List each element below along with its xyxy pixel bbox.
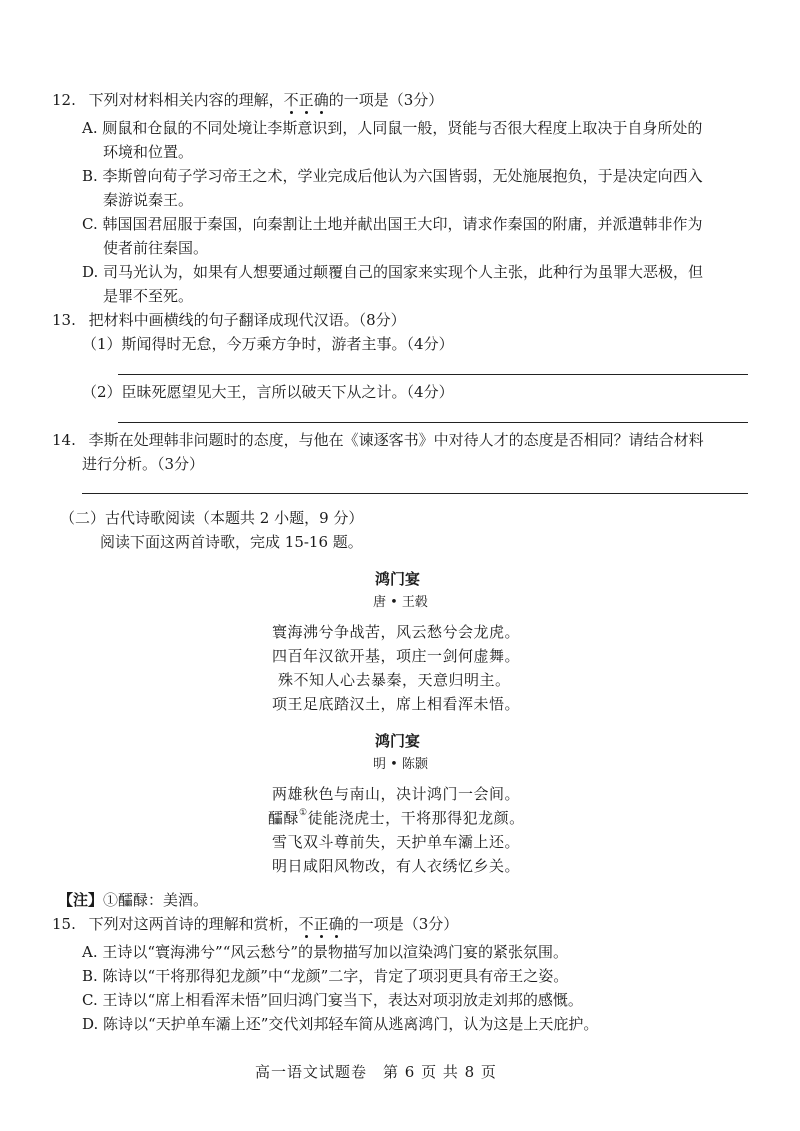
q13-answer-line-1[interactable]	[118, 374, 748, 375]
q15-stem	[52, 914, 458, 934]
q15-stem-before: 下列对这两首诗的理解和赏析，	[88, 915, 299, 933]
note	[58, 890, 208, 910]
q15-emphasis	[299, 915, 344, 933]
q12-emph-char: 确	[313, 91, 329, 109]
q14-answer-line[interactable]	[82, 493, 748, 494]
q12-option-a-line1: A. 厕鼠和仓鼠的不同处境让李斯意识到，人同鼠一般，贤能与否很大程度上取决于自身所处的	[82, 119, 703, 137]
note-head: 【注】	[58, 891, 104, 909]
q15-emph-char: 正	[313, 915, 329, 933]
poem2-title: 鸿门宴	[375, 732, 421, 750]
note-text: ①醽醁：美酒。	[103, 891, 209, 909]
q13-stem	[52, 310, 406, 330]
footnote-marker: ①	[299, 808, 308, 818]
q12-emph-char: 正	[298, 91, 314, 109]
poem2-line-2-rest: 徒能浇虎士，干将那得犯龙颜。	[307, 809, 525, 827]
q12-option-d-line2: 是罪不至死。	[103, 287, 194, 305]
q13-sentence-2: （2）臣昧死愿望见大王，言所以破天下从之计。（4分）	[82, 383, 454, 401]
poem1-line-2: 四百年汉欲开基，项庄一剑何虚舞。	[272, 647, 521, 665]
q12-number: 12.	[52, 91, 76, 109]
poem1-title: 鸿门宴	[375, 570, 421, 588]
poem2-line-1: 两雄秋色与南山，决计鸿门一会间。	[272, 785, 521, 803]
q12-stem	[52, 90, 443, 110]
poem1-line-1: 寰海沸兮争战苦，风云愁兮会龙虎。	[272, 623, 521, 641]
q13-stem-text: 把材料中画横线的句子翻译成现代汉语。（8分）	[88, 311, 406, 329]
q13-answer-line-2[interactable]	[118, 422, 748, 423]
q13-number: 13.	[52, 311, 76, 329]
q15-option-b: B. 陈诗以“干将那得犯龙颜”中“龙颜”二字，肯定了项羽更具有帝王之姿。	[82, 967, 569, 985]
q12-emphasis	[284, 91, 329, 109]
q12-option-c-line1: C. 韩国国君屈服于秦国，向秦割让土地并献出国王大印，请求作秦国的附庸，并派遣韩非作为	[82, 215, 703, 233]
section2-instruction: 阅读下面这两首诗歌，完成 15-16 题。	[100, 533, 363, 551]
q14-text-1: 李斯在处理韩非问题时的态度，与他在《谏逐客书》中对待人才的态度是否相同？请结合材料	[88, 431, 704, 449]
poem2-author: 明 • 陈颢	[373, 757, 428, 772]
q12-option-b-line2: 秦游说秦王。	[103, 191, 194, 209]
q13-sentence-1: （1）斯闻得时无怠，今万乘方争时，游者主事。（4分）	[82, 335, 454, 353]
q15-emph-char: 不	[298, 915, 314, 933]
poem2-line-3: 雪飞双斗尊前失，天护单车灞上还。	[272, 833, 521, 851]
q15-number: 15.	[52, 915, 76, 933]
poem1-line-4: 项王足底踏汉土，席上相看浑未悟。	[272, 695, 521, 713]
q15-option-a: A. 王诗以“寰海沸兮”“风云愁兮”的景物描写加以渲染鸿门宴的紧张氛围。	[82, 943, 569, 961]
q12-stem-after: 的一项是（3分）	[328, 91, 444, 109]
poem2-wine-word: 醽醁	[268, 809, 300, 827]
q15-option-c: C. 王诗以“席上相看浑未悟”回归鸿门宴当下，表达对项羽放走刘邦的感慨。	[82, 991, 583, 1009]
q12-stem-before: 下列对材料相关内容的理解，	[88, 91, 284, 109]
q14-number: 14.	[52, 431, 76, 449]
q14-stem-line1	[52, 430, 704, 450]
poem1-author: 唐 • 王毂	[373, 595, 428, 610]
poem2-line-2	[268, 808, 525, 828]
q12-option-d-line1: D. 司马光认为，如果有人想要通过颠覆自己的国家来实现个人主张，此种行为虽罪大恶极，但	[82, 263, 704, 281]
page-footer: 高一语文试题卷 第 6 页 共 8 页	[255, 1063, 497, 1081]
q15-option-d: D. 陈诗以“天护单车灞上还”交代刘邦轻车简从逃离鸿门，认为这是上天庇护。	[82, 1015, 599, 1033]
q15-stem-after: 的一项是（3分）	[343, 915, 459, 933]
q14-stem-line2: 进行分析。（3分）	[82, 455, 205, 473]
section2-heading: （二）古代诗歌阅读（本题共 2 小题，9 分）	[60, 509, 364, 527]
q15-emph-char: 确	[328, 915, 344, 933]
poem1-line-3: 殊不知人心去暴秦，天意归明主。	[278, 671, 511, 689]
q12-option-c-line2: 使者前往秦国。	[103, 239, 209, 257]
poem2-line-4: 明日咸阳风物改，有人衣绣忆乡关。	[272, 857, 521, 875]
q12-option-a-line2: 环境和位置。	[103, 143, 194, 161]
q12-emph-char: 不	[283, 91, 299, 109]
q12-option-b-line1: B. 李斯曾向荀子学习帝王之术，学业完成后他认为六国皆弱，无处施展抱负，于是决定向西入	[82, 167, 703, 185]
